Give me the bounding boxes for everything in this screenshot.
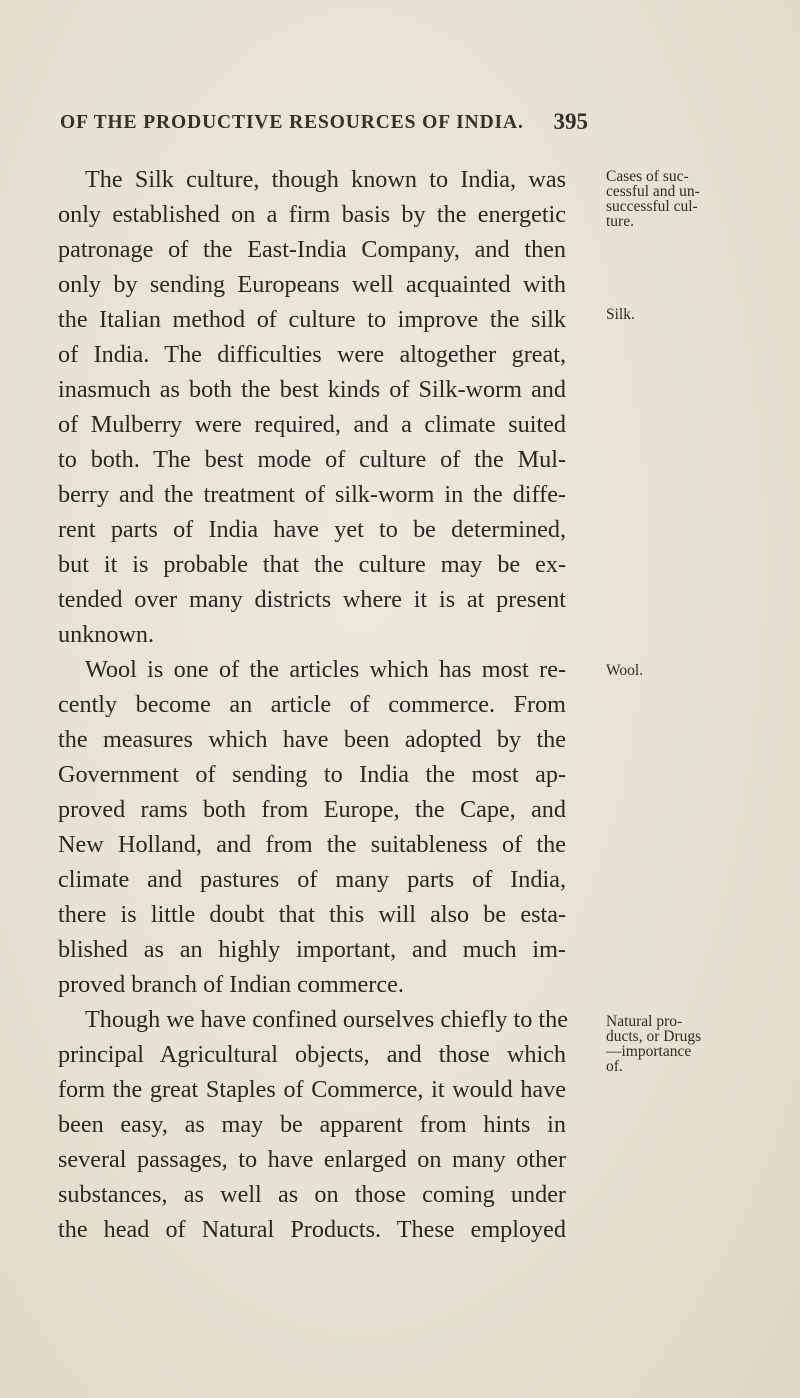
margin-note-wool bbox=[606, 663, 786, 678]
body-text bbox=[58, 162, 566, 1247]
text-line: but it is probable that the culture may be ex- bbox=[58, 551, 566, 578]
margin-note-line: —importance bbox=[606, 1043, 692, 1060]
text-line: proved rams both from Europe, the Cape, and bbox=[58, 796, 566, 823]
text-line: The Silk culture, though known to India, was bbox=[85, 166, 566, 193]
text-line: of India. The difficulties were altogether great, bbox=[58, 341, 566, 368]
margin-note-line: Natural pro- bbox=[606, 1013, 683, 1030]
text-line: Government of sending to India the most ap- bbox=[58, 761, 566, 788]
text-line: there is little doubt that this will also be esta- bbox=[58, 901, 566, 928]
margin-note-natural-products bbox=[606, 1014, 786, 1074]
running-head bbox=[60, 109, 588, 134]
margin-note-line: of. bbox=[606, 1058, 623, 1075]
text-line: of Mulberry were required, and a climate suited bbox=[58, 411, 566, 438]
text-line: unknown. bbox=[58, 621, 155, 648]
text-line: climate and pastures of many parts of India, bbox=[58, 866, 566, 893]
text-line: rent parts of India have yet to be determined, bbox=[58, 516, 566, 543]
text-line: substances, as well as on those coming under bbox=[58, 1181, 566, 1208]
text-line: only by sending Europeans well acquainted with bbox=[58, 271, 566, 298]
margin-note-silk bbox=[606, 307, 786, 322]
text-line: been easy, as may be apparent from hints in bbox=[58, 1111, 566, 1138]
text-line: the Italian method of culture to improve the silk bbox=[58, 306, 566, 333]
page-number: 395 bbox=[553, 109, 588, 134]
text-line: inasmuch as both the best kinds of Silk-worm and bbox=[58, 376, 566, 403]
margin-note-line: ducts, or Drugs bbox=[606, 1028, 702, 1045]
margin-note-line: ture. bbox=[606, 213, 634, 230]
text-line: several passages, to have enlarged on many other bbox=[58, 1146, 566, 1173]
text-line: the measures which have been adopted by the bbox=[58, 726, 566, 753]
text-line: the head of Natural Products. These employed bbox=[58, 1216, 566, 1243]
text-line: proved branch of Indian commerce. bbox=[58, 971, 404, 998]
running-head-title: OF THE PRODUCTIVE RESOURCES OF INDIA. bbox=[60, 112, 524, 133]
text-line: Though we have confined ourselves chiefly to the bbox=[85, 1006, 568, 1033]
text-line: blished as an highly important, and much im- bbox=[58, 936, 566, 963]
text-line: tended over many districts where it is at present bbox=[58, 586, 566, 613]
text-line: berry and the treatment of silk-worm in the diffe- bbox=[58, 481, 566, 508]
text-line: patronage of the East-India Company, and then bbox=[58, 236, 566, 263]
margin-note-line: cessful and un- bbox=[606, 183, 700, 200]
text-line: cently become an article of commerce. From bbox=[58, 691, 566, 718]
text-line: Wool is one of the articles which has most re- bbox=[85, 656, 566, 683]
text-line: principal Agricultural objects, and those which bbox=[58, 1041, 566, 1068]
margin-note-line: Silk. bbox=[606, 306, 635, 323]
text-line: only established on a firm basis by the energetic bbox=[58, 201, 566, 228]
text-line: form the great Staples of Commerce, it would have bbox=[58, 1076, 566, 1103]
text-line: New Holland, and from the suitableness of the bbox=[58, 831, 566, 858]
margin-note-cases bbox=[606, 169, 786, 229]
margin-note-line: successful cul- bbox=[606, 198, 698, 215]
margin-note-line: Cases of suc- bbox=[606, 168, 689, 185]
margin-note-line: Wool. bbox=[606, 662, 644, 679]
text-line: to both. The best mode of culture of the Mul- bbox=[58, 446, 566, 473]
